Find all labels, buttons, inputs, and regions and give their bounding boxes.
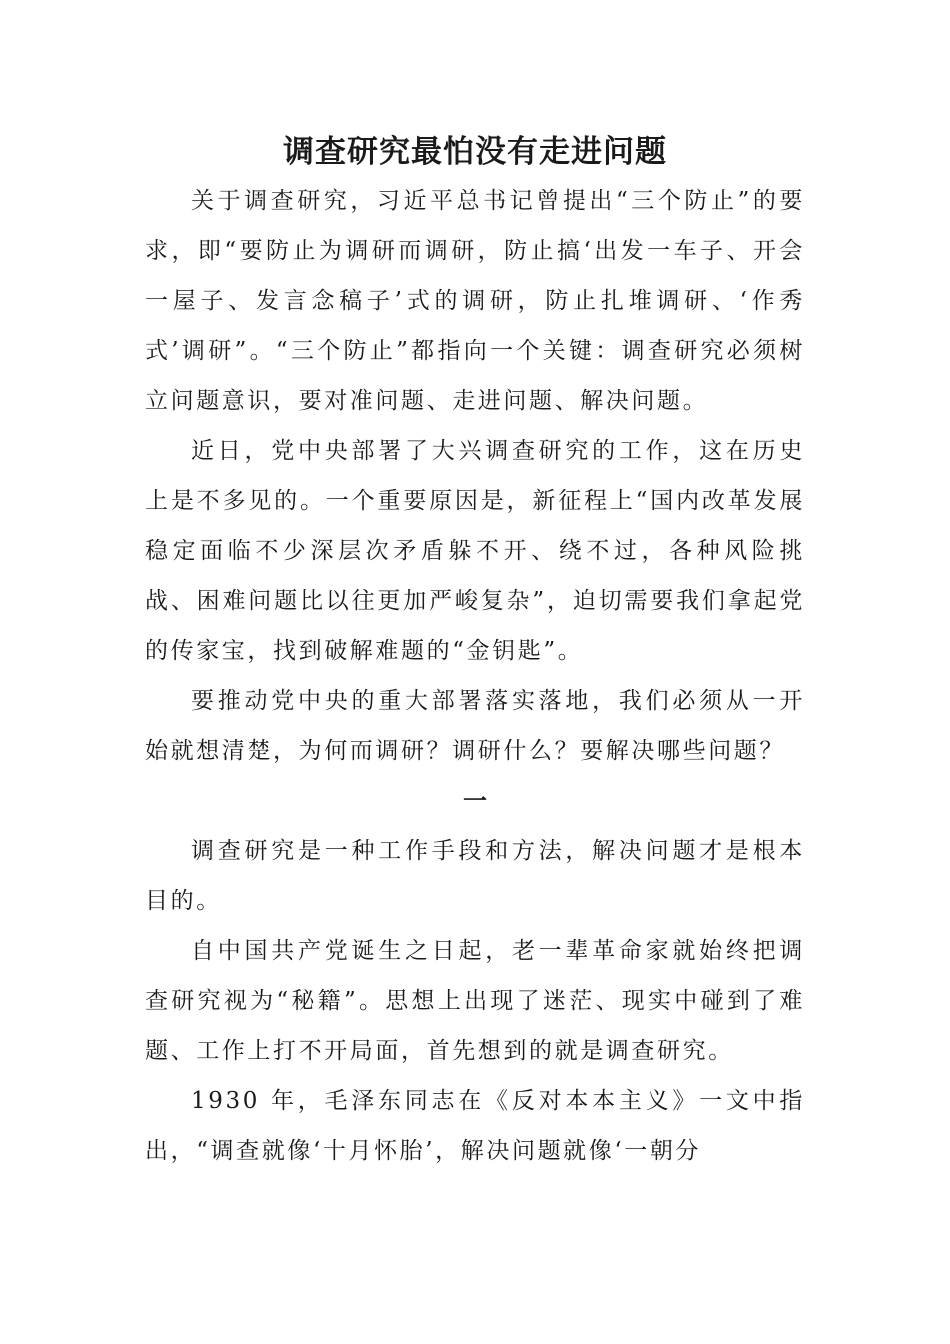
- paragraph: 调查研究是一种工作手段和方法，解决问题才是根本目的。: [145, 838, 805, 914]
- section-number: 一: [463, 786, 487, 815]
- paragraph: 1930 年，毛泽东同志在《反对本本主义》一文中指出，“调查就像‘十月怀胎’，解决问题就像‘一朝分: [145, 1088, 805, 1164]
- paragraph: 自中国共产党诞生之日起，老一辈革命家就始终把调查研究视为“秘籍”。思想上出现了迷茫、现实中碰到了难题、工作上打不开局面，首先想到的就是调查研究。: [145, 938, 805, 1064]
- paragraph: 要推动党中央的重大部署落实落地，我们必须从一开始就想清楚，为何而调研？调研什么？要解决哪些问题？: [145, 688, 805, 764]
- document-page: [145, 128, 805, 1176]
- paragraph: 关于调查研究，习近平总书记曾提出“三个防止”的要求，即“要防止为调研而调研，防止搞‘出发一车子、开会一屋子、发言念稿子’式的调研，防止扎堆调研、‘作秀式’调研”。“三个防止”都指向一个关键：调查研究必须树立问题意识，要对准问题、走进问题、解决问题。: [145, 188, 805, 414]
- paragraph: 近日，党中央部署了大兴调查研究的工作，这在历史上是不多见的。一个重要原因是，新征程上“国内改革发展稳定面临不少深层次矛盾躲不开、绕不过，各种风险挑战、困难问题比以往更加严峻复杂”，迫切需要我们拿起党的传家宝，找到破解难题的“金钥匙”。: [145, 438, 805, 664]
- document-title: 调查研究最怕没有走进问题: [283, 134, 667, 170]
